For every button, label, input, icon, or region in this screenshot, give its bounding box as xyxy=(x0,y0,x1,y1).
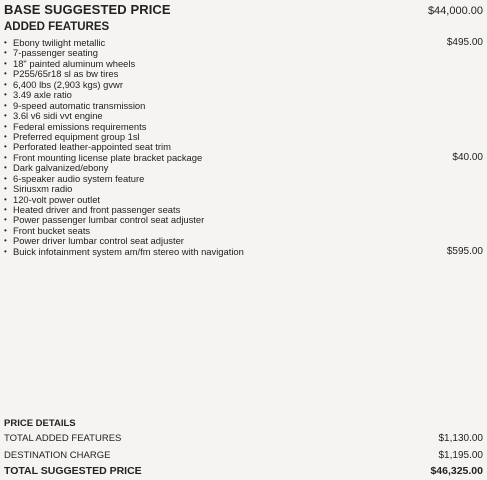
feature-label: 6-speaker audio system feature xyxy=(13,172,145,184)
total-suggested-price-value: $46,325.00 xyxy=(430,465,483,477)
bullet-icon: • xyxy=(4,225,7,235)
base-price-title: BASE SUGGESTED PRICE xyxy=(4,2,171,17)
feature-main xyxy=(4,247,244,257)
feature-label: 120-volt power outlet xyxy=(13,193,101,205)
bullet-icon: • xyxy=(4,142,7,152)
bullet-icon: • xyxy=(4,48,7,58)
bullet-icon: • xyxy=(4,246,7,256)
bullet-icon: • xyxy=(4,163,7,173)
feature-label: Preferred equipment group 1sl xyxy=(13,130,140,142)
total-added-features-value: $1,130.00 xyxy=(438,433,483,444)
bullet-icon: • xyxy=(4,58,7,68)
feature-label: P255/65r18 sl as bw tires xyxy=(13,68,119,80)
bullet-icon: • xyxy=(4,111,7,121)
feature-label: 6,400 lbs (2,903 kgs) gvwr xyxy=(13,78,123,90)
feature-label: Power driver lumbar control seat adjuster xyxy=(13,235,184,247)
bullet-icon: • xyxy=(4,184,7,194)
base-price-row xyxy=(4,2,483,17)
total-added-features-label: TOTAL ADDED FEATURES xyxy=(4,433,122,444)
feature-item xyxy=(4,184,483,194)
bullet-icon: • xyxy=(4,38,7,47)
feature-label: Dark galvanized/ebony xyxy=(13,162,109,174)
feature-label: Ebony twilight metallic xyxy=(13,37,106,48)
feature-item xyxy=(4,80,483,90)
bullet-icon: • xyxy=(4,79,7,89)
added-features-heading: ADDED FEATURES xyxy=(4,21,110,33)
feature-label: 9-speed automatic transmission xyxy=(13,99,146,111)
feature-price: $595.00 xyxy=(446,245,483,257)
bullet-icon: • xyxy=(4,152,7,162)
feature-label: Power passenger lumbar control seat adjuster xyxy=(13,214,205,226)
bullet-icon: • xyxy=(4,215,7,225)
feature-label: Front mounting license plate bracket package xyxy=(13,151,203,163)
feature-label: Perforated leather-appointed seat trim xyxy=(13,141,171,153)
bullet-icon: • xyxy=(4,131,7,141)
bullet-icon: • xyxy=(4,100,7,110)
feature-label: Front bucket seats xyxy=(13,224,91,236)
bullet-icon: • xyxy=(4,69,7,79)
feature-label: 3.6l v6 sidi vvt engine xyxy=(13,110,103,122)
price-details-heading: PRICE DETAILS xyxy=(4,418,76,429)
destination-charge-value: $1,195.00 xyxy=(438,450,483,461)
feature-price: $495.00 xyxy=(446,37,483,48)
feature-main xyxy=(4,184,72,194)
feature-item xyxy=(4,111,483,121)
feature-label: 7-passenger seating xyxy=(13,47,98,59)
feature-label: Siriusxm radio xyxy=(13,183,73,195)
total-added-features-row xyxy=(4,433,483,444)
feature-label: Heated driver and front passenger seats xyxy=(13,204,181,215)
destination-charge-row xyxy=(4,450,483,461)
feature-item xyxy=(4,247,483,257)
bullet-icon: • xyxy=(4,90,7,100)
bullet-icon: • xyxy=(4,236,7,246)
feature-label: 3.49 axle ratio xyxy=(13,89,72,101)
bullet-icon: • xyxy=(4,121,7,131)
bullet-icon: • xyxy=(4,194,7,204)
feature-item xyxy=(4,174,483,184)
feature-label: 18" painted aluminum wheels xyxy=(13,57,136,69)
total-suggested-price-row xyxy=(4,465,483,477)
feature-price: $40.00 xyxy=(452,151,483,163)
feature-main xyxy=(4,111,103,121)
base-price-value: $44,000.00 xyxy=(427,5,483,17)
feature-label: Buick infotainment system am/fm stereo with navigation xyxy=(13,245,244,257)
destination-charge-label: DESTINATION CHARGE xyxy=(4,450,111,461)
total-suggested-price-label: TOTAL SUGGESTED PRICE xyxy=(4,465,142,477)
bullet-icon: • xyxy=(4,205,7,214)
feature-label: Federal emissions requirements xyxy=(13,120,147,132)
bullet-icon: • xyxy=(4,173,7,183)
added-features-list xyxy=(4,38,483,257)
